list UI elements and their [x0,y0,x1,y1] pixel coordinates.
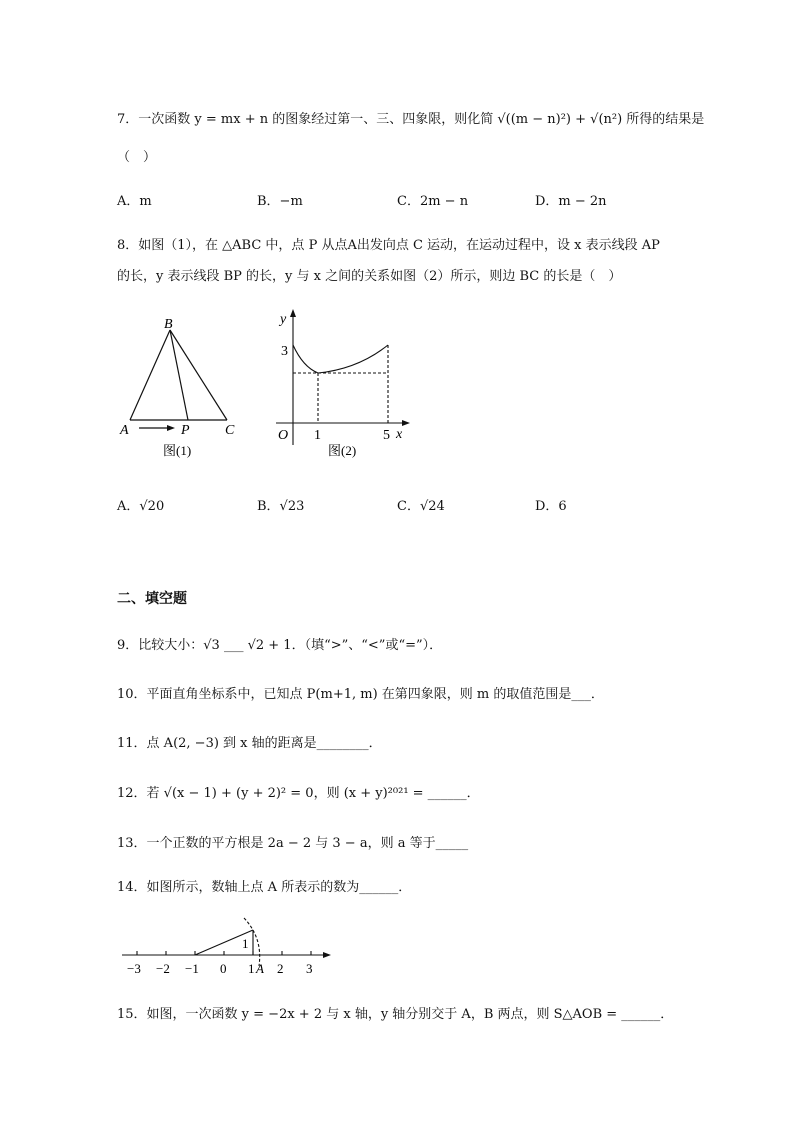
q12: 12．若 √(x − 1) + (y + 2)² = 0，则 (x + y)²⁰²¹ = ______． [117,786,480,801]
tick-label: −2 [156,961,170,976]
number-line-arrow [323,952,331,958]
height-label: 1 [242,936,249,951]
q7-option-b: B．−m [257,194,303,209]
point-a-label: A [256,961,264,976]
label-c: C [225,423,235,438]
tick-label: 1 [248,961,255,976]
y-axis-arrow [290,309,296,317]
q7-option-d: D．m − 2n [535,194,607,209]
q8-line2: 的长，y 表示线段 BP 的长，y 与 x 之间的关系如图（2）所示，则边 BC 的长是（ ） [117,269,622,284]
x-axis-arrow [402,420,410,426]
q7-line1: 7．一次函数 y = mx + n 的图象经过第一、三、四象限，则化简 √((m − n)²) + √(n²) 所得的结果是 [117,112,705,127]
q8-figure-1 [115,310,250,460]
tick-y-3: 3 [281,344,288,359]
tick-label: 3 [306,961,313,976]
origin-label: O [278,428,289,443]
q7-option-c: C．2m − n [397,194,469,209]
direction-arrow-head [167,425,175,431]
label-b: B [164,317,173,332]
x-label: x [396,427,403,442]
q10: 10．平面直角坐标系中，已知点 P(m+1, m) 在第四象限，则 m 的取值范围是___． [117,687,604,702]
q8-figure-2 [268,305,413,460]
side-ab [130,330,170,420]
label-a: A [120,423,129,438]
section-title: 二、填空题 [117,591,187,607]
tick-x-5: 5 [383,428,390,443]
tick-label: −3 [127,961,141,976]
q11: 11．点 A(2, −3) 到 x 轴的距离是________． [117,736,382,751]
tick-x-1: 1 [314,428,321,443]
y-label: y [280,312,287,327]
q8-option-a: A．√20 [117,499,165,514]
label-p: P [181,423,190,438]
q8-option-b: B．√23 [257,499,305,514]
q7-line2: （ ） [117,150,157,165]
tick-label: −1 [185,961,199,976]
q9: 9．比较大小：√3 ___ √2 + 1．（填“>”、“<”或“=”）． [117,638,443,653]
q15: 15．如图，一次函数 y = −2x + 2 与 x 轴，y 轴分别交于 A，B 两点，则 S△AOB = ______． [117,1007,674,1022]
tick-label: 0 [220,961,227,976]
q8-option-c: C．√24 [397,499,445,514]
q14-text: 14．如图所示，数轴上点 A 所表示的数为______． [117,880,412,895]
tick-label: 2 [277,961,284,976]
q8-line1: 8．如图（1），在 △ABC 中，点 P 从点A出发向点 C 运动，在运动过程中，设 x 表示线段 AP [117,238,660,253]
caption-fig1: 图(1) [163,443,192,458]
caption-fig2: 图(2) [328,443,357,458]
curve [293,345,388,373]
q13: 13．一个正数的平方根是 2a − 2 与 3 − a，则 a 等于_____ [117,836,469,851]
q8-option-d: D．6 [535,499,567,514]
number-line-figure [117,912,337,980]
q7-option-a: A．m [117,194,152,209]
